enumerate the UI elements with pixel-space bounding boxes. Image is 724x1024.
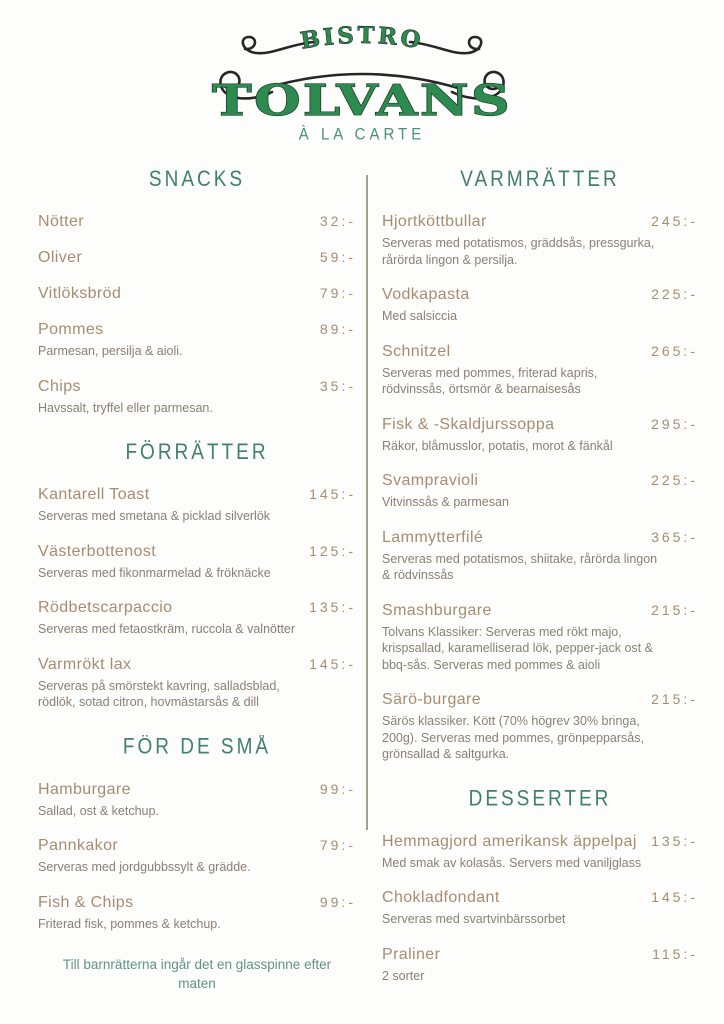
item-row [38, 781, 356, 799]
menu-item [38, 599, 356, 638]
item-price: 365:- [651, 528, 698, 545]
item-price: 145:- [309, 655, 356, 672]
item-row [382, 343, 698, 361]
item-name: Vodkapasta [382, 286, 470, 303]
item-name: Svampravioli [382, 472, 479, 489]
item-row [382, 946, 698, 964]
item-price: 215:- [651, 691, 698, 707]
menu-item [382, 416, 698, 455]
logo [0, 0, 724, 120]
menu-section [38, 169, 356, 416]
menu-section [38, 734, 356, 933]
menu-item [382, 691, 698, 763]
menu-item [38, 249, 356, 267]
column-divider [366, 175, 368, 830]
item-description: Serveras med jordgubbssylt & grädde. [38, 860, 251, 874]
menu-item [382, 602, 698, 674]
item-description: Parmesan, persilja & aioli. [38, 344, 183, 358]
section-title: FÖRRÄTTER [125, 440, 269, 465]
item-name: Chips [38, 377, 81, 395]
item-row [38, 213, 356, 231]
item-price: 125:- [309, 542, 356, 559]
item-name: Pommes [38, 321, 104, 338]
item-price: 32:- [319, 213, 356, 229]
right-column [382, 169, 698, 1002]
menu-item [382, 286, 698, 325]
menu-section [382, 786, 698, 985]
item-price: 79:- [319, 837, 356, 853]
item-price: 35:- [319, 377, 356, 394]
menu-item [38, 321, 356, 360]
item-row [382, 472, 698, 490]
menu-subtitle: À LA CARTE [298, 124, 426, 145]
menu-section [38, 442, 356, 711]
item-description: Serveras med potatismos, gräddsås, pressgurka, rårörda lingon & persilja. [382, 236, 655, 267]
item-row [38, 543, 356, 561]
item-description: Friterad fisk, pommes & ketchup. [38, 916, 221, 931]
menu-item [38, 486, 356, 525]
item-price: 79:- [319, 285, 356, 301]
item-description: Med salsiccia [382, 309, 458, 323]
item-row [38, 599, 356, 617]
item-row [38, 656, 356, 674]
item-description: Räkor, blåmusslor, potatis, morot & fänkål [382, 438, 613, 453]
item-price: 265:- [651, 342, 698, 359]
menu-item [38, 656, 356, 711]
item-name: Chokladfondant [382, 889, 500, 906]
item-name: Vitlöksbröd [38, 285, 122, 302]
item-row [382, 529, 698, 547]
item-description: Serveras med svartvinbärssorbet [382, 912, 566, 926]
item-row [382, 416, 698, 434]
item-price: 215:- [651, 601, 698, 618]
item-price: 295:- [651, 415, 698, 432]
menu-item [382, 946, 698, 985]
menu-item [38, 781, 356, 820]
item-name: Praliner [382, 945, 441, 963]
item-description: Serveras på smörstekt kavring, salladsblad, rödlök, sotad citron, hovmästarsås & dill [38, 678, 280, 709]
item-name: Rödbetscarpaccio [38, 599, 173, 616]
item-name: Särö-burgare [382, 691, 482, 708]
item-name: Hamburgare [38, 780, 131, 798]
kids-menu-note: Till barnrätterna ingår det en glasspinne efter maten [62, 957, 332, 991]
item-name: Varmrökt lax [38, 655, 132, 673]
item-row [38, 321, 356, 339]
item-name: Västerbottenost [38, 542, 157, 560]
logo-bistro-text: BISTRO [298, 21, 426, 55]
section-title: DESSERTER [468, 786, 612, 811]
section-title: FÖR DE SMÅ [122, 734, 272, 759]
section-title: SNACKS [148, 167, 246, 192]
logo-tolvans-text: TOLVANS [212, 76, 512, 120]
menu-item [382, 213, 698, 268]
menu-item [382, 889, 698, 928]
item-row [38, 837, 356, 855]
item-description: Havssalt, tryffel eller parmesan. [38, 400, 213, 415]
item-row [382, 889, 698, 907]
item-name: Nötter [38, 213, 84, 230]
menu-item [38, 837, 356, 876]
item-description: Serveras med smetana & picklad silverlök [38, 509, 271, 523]
item-price: 89:- [319, 321, 356, 337]
item-description: 2 sorter [382, 968, 425, 983]
item-description: Med smak av kolasås. Servers med vaniljglass [382, 855, 642, 870]
item-price: 135:- [309, 599, 356, 615]
item-row [38, 285, 356, 303]
item-description: Serveras med pommes, friterad kapris, rödvinssås, örtsmör & bearnaisesås [382, 365, 598, 396]
item-description: Sallad, ost & ketchup. [38, 803, 159, 818]
item-price: 99:- [319, 780, 356, 797]
menu-item [382, 833, 698, 872]
item-price: 145:- [651, 889, 698, 905]
menu-item [382, 529, 698, 584]
section-title: VARMRÄTTER [460, 167, 620, 192]
item-price: 59:- [319, 249, 356, 265]
item-price: 245:- [651, 213, 698, 229]
menu-item [382, 343, 698, 398]
item-row [382, 691, 698, 709]
item-name: Schnitzel [382, 342, 451, 360]
item-name: Hjortköttbullar [382, 213, 487, 230]
item-row [382, 833, 698, 851]
bistro-tolvans-logo [192, 8, 532, 120]
item-name: Kantarell Toast [38, 486, 150, 503]
item-row [382, 213, 698, 231]
menu-item [38, 543, 356, 582]
item-description: Tolvans Klassiker: Serveras med rökt majo, krispsallad, karamelliserad lök, pepper-jack ost & bbq-sås. Serveras med pommes & aioli [382, 624, 653, 672]
item-name: Lammytterfilé [382, 528, 484, 546]
item-name: Fish & Chips [38, 893, 134, 911]
item-row [38, 486, 356, 504]
item-row [38, 378, 356, 396]
item-description: Vitvinssås & parmesan [382, 495, 509, 509]
item-description: Särös klassiker. Kött (70% högrev 30% bringa, 200g). Serveras med pommes, grönpepparsås, grönsallad & saltgurka. [382, 714, 644, 761]
menu-section [382, 169, 698, 763]
item-row [382, 602, 698, 620]
menu-item [38, 894, 356, 933]
menu-body [0, 169, 724, 1002]
menu-item [38, 378, 356, 417]
item-name: Oliver [38, 249, 83, 266]
item-price: 145:- [309, 486, 356, 502]
item-row [38, 894, 356, 912]
item-description: Serveras med fetaostkräm, ruccola & valnötter [38, 622, 296, 636]
item-row [382, 286, 698, 304]
item-price: 225:- [651, 472, 698, 488]
item-price: 225:- [651, 286, 698, 302]
item-name: Fisk & -Skaldjurssoppa [382, 415, 555, 433]
menu-item [38, 285, 356, 303]
item-name: Smashburgare [382, 601, 492, 619]
item-name: Pannkakor [38, 837, 119, 854]
item-price: 115:- [652, 945, 698, 962]
item-row [38, 249, 356, 267]
item-price: 99:- [319, 893, 356, 910]
item-name: Hemmagjord amerikansk äppelpaj [382, 832, 637, 850]
item-price: 135:- [651, 832, 698, 849]
menu-item [382, 472, 698, 511]
left-column [38, 169, 356, 994]
item-description: Serveras med potatismos, shiitake, rårörda lingon & rödvinssås [382, 551, 658, 582]
item-description: Serveras med fikonmarmelad & fröknäcke [38, 565, 271, 580]
menu-item [38, 213, 356, 231]
